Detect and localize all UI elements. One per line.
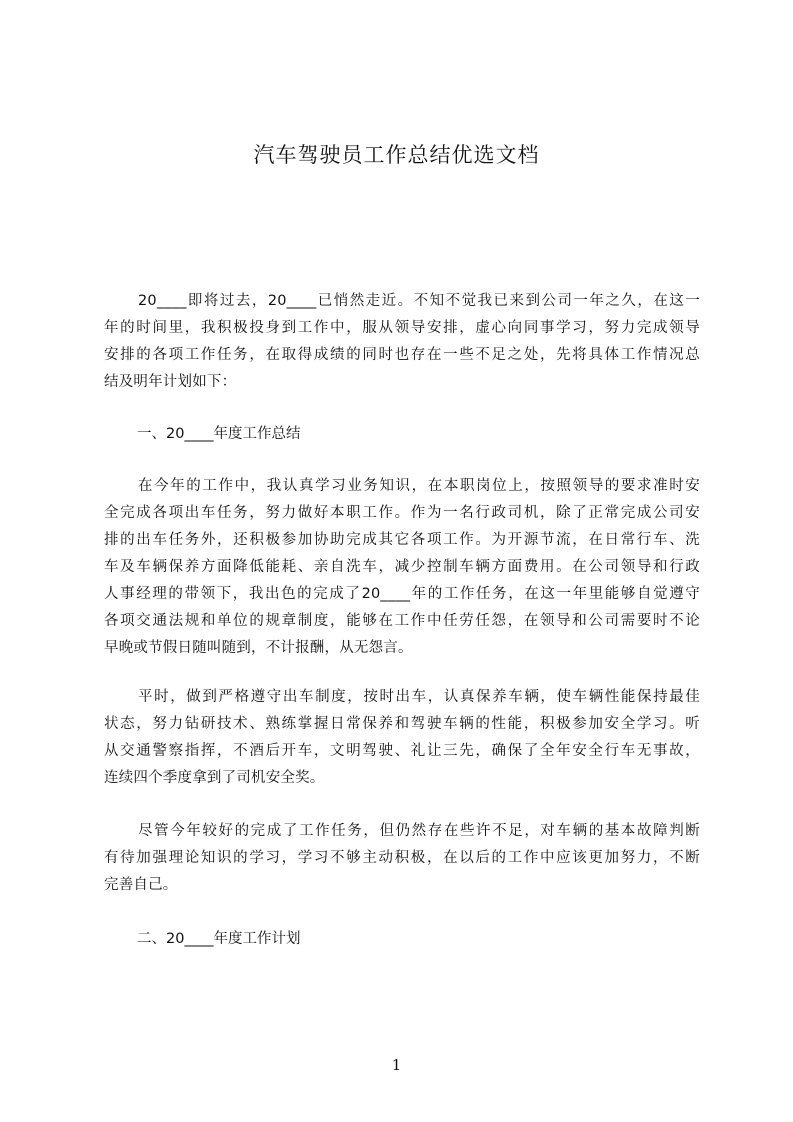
paragraph-line: 尽管今年较好的完成了工作任务，但仍然存在些许不足，对车辆的基本故障判断	[138, 823, 700, 839]
paragraph-line: 安排的各项工作任务，在取得成绩的同时也存在一些不足之处，先将具体工作情况总	[104, 347, 700, 363]
paragraph-line: 全完成各项出车任务，努力做好本职工作。作为一名行政司机，除了正常完成公司安	[104, 505, 700, 521]
section-heading-plan: 二、20____年度工作计划	[137, 931, 301, 947]
summary-paragraph-2	[104, 684, 700, 792]
paragraph-line: 车及车辆保养方面降低能耗、亲自洗车，减少控制车辆方面费用。在公司领导和行政	[104, 559, 700, 575]
paragraph-line: 排的出车任务外，还积极参加协助完成其它各项工作。为开源节流，在日常行车、洗	[104, 532, 700, 548]
paragraph-line: 平时，做到严格遵守出车制度，按时出车，认真保养车辆，使车辆性能保持最佳	[138, 689, 700, 705]
intro-paragraph	[104, 288, 700, 396]
section-heading-summary: 一、20____年度工作总结	[137, 426, 301, 442]
paragraph-line: 结及明年计划如下：	[104, 374, 237, 390]
paragraph-line: 在今年的工作中，我认真学习业务知识，在本职岗位上，按照领导的要求准时安	[138, 478, 700, 494]
page-number: 1	[391, 1056, 402, 1074]
paragraph-line: 人事经理的带领下，我出色的完成了20____年的工作任务，在这一年里能够自觉遵守	[104, 586, 700, 602]
paragraph-line: 20____即将过去，20____已悄然走近。不知不觉我已来到公司一年之久，在这一	[138, 293, 700, 309]
paragraph-line: 有待加强理论知识的学习，学习不够主动积极，在以后的工作中应该更加努力，不断	[104, 850, 700, 866]
paragraph-line: 各项交通法规和单位的规章制度，能够在工作中任劳任怨，在领导和公司需要时不论	[104, 613, 700, 629]
paragraph-line: 从交通警察指挥，不酒后开车，文明驾驶、礼让三先，确保了全年安全行车无事故，	[104, 743, 700, 759]
summary-paragraph-3	[104, 818, 700, 899]
paragraph-line: 早晚或节假日随叫随到，不计报酬，从无怨言。	[104, 640, 413, 656]
paragraph-line: 状态，努力钻研技术、熟练掌握日常保养和驾驶车辆的性能，积极参加安全学习。听	[104, 716, 700, 732]
summary-paragraph-1	[104, 473, 700, 662]
paragraph-line: 完善自己。	[104, 877, 178, 893]
paragraph-line: 连续四个季度拿到了司机安全奖。	[104, 770, 325, 786]
document-title: 汽车驾驶员工作总结优选文档	[253, 143, 540, 167]
paragraph-line: 年的时间里，我积极投身到工作中，服从领导安排，虚心向同事学习，努力完成领导	[104, 320, 700, 336]
